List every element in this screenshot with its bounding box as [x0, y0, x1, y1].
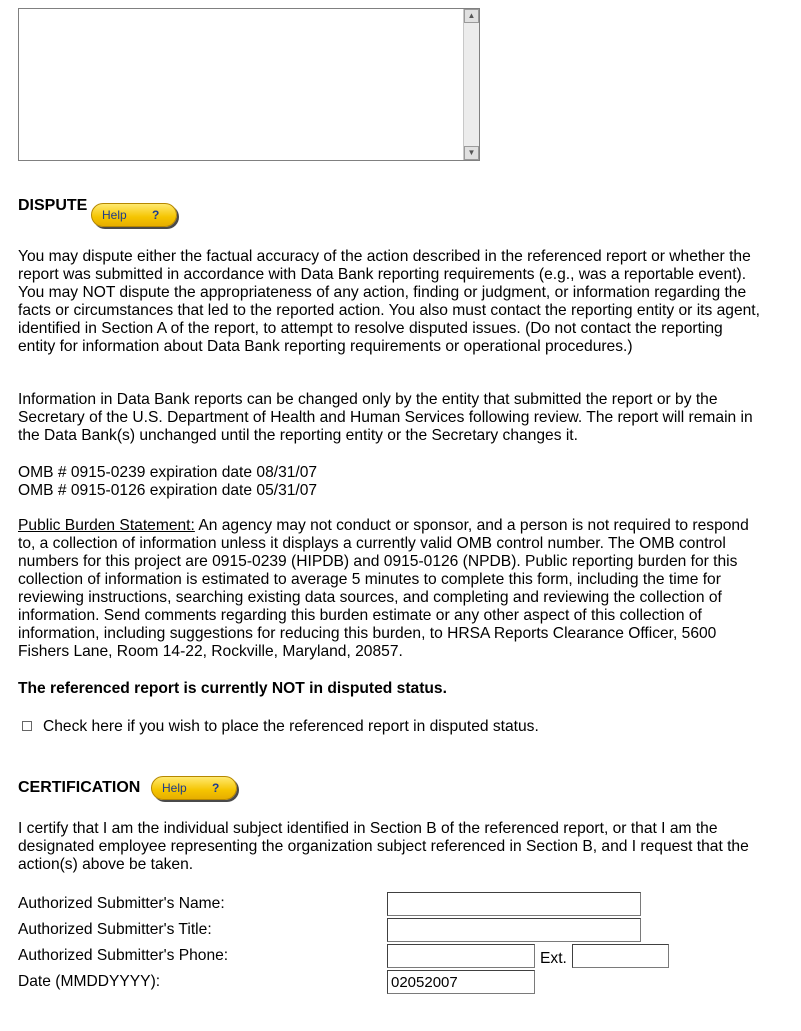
dispute-paragraph-1: You may dispute either the factual accuracy of the action described in the referenced report or whether the report was submitted in accordance with Data Bank reporting requirements (e.g., was a reportable event). You may NOT dispute the appropriateness of any action, finding or judgment, or information regarding the facts or circumstances that led to the reported action. You also must contact the reporting entity or its agent, identified in Section A of the report, to attempt to resolve disputed issues. (Do not contact the reporting entity for information about Data Bank reporting requirements or operational procedures.) [18, 248, 760, 355]
burden-statement [18, 517, 763, 661]
phone-label: Authorized Submitter's Phone: [18, 947, 229, 964]
dispute-heading: DISPUTE [18, 197, 88, 214]
scroll-up-icon[interactable]: ▲ [464, 9, 479, 23]
scroll-down-icon[interactable]: ▼ [464, 146, 479, 160]
certification-text: I certify that I am the individual subject identified in Section B of the referenced report, or that I am the designated employee representing the organization subject referenced in Section B, and I request that the action(s) above be taken. [18, 820, 749, 873]
textarea-scrollbar[interactable] [463, 9, 479, 160]
certification-heading: CERTIFICATION [18, 779, 141, 796]
dispute-checkbox-label: Check here if you wish to place the referenced report in disputed status. [43, 718, 539, 735]
certification-help-button[interactable] [151, 776, 237, 800]
burden-text: An agency may not conduct or sponsor, and a person is not required to respond to, a collection of information unless it displays a currently valid OMB control number. The OMB control numbers for this project are 0915-0239 (HIPDB) and 0915-0126 (NPDB). Public reporting burden for this collection of information is estimated to average 5 minutes to complete this form, including the time for reviewing instructions, searching existing data sources, and completing and reviewing the collection of information. Send comments regarding this burden estimate or any other aspect of this collection of information, including suggestions for reducing this burden, to HRSA Reports Clearance Officer, 5600 Fishers Lane, Room 14-22, Rockville, Maryland, 20857. [18, 517, 749, 660]
help-question-icon: ? [212, 781, 220, 795]
omb-line-2: OMB # 0915-0126 expiration date 05/31/07 [18, 482, 318, 499]
help-label: Help [102, 208, 127, 222]
date-input[interactable] [387, 970, 535, 994]
dispute-checkbox[interactable] [22, 721, 32, 731]
burden-title: Public Burden Statement: [18, 517, 195, 534]
dispute-help-button[interactable] [91, 203, 177, 227]
help-label: Help [162, 781, 187, 795]
phone-input[interactable] [387, 944, 535, 968]
name-label: Authorized Submitter's Name: [18, 895, 225, 912]
help-question-icon: ? [152, 208, 160, 222]
date-label: Date (MMDDYYYY): [18, 973, 161, 990]
dispute-status: The referenced report is currently NOT in disputed status. [18, 680, 447, 697]
title-input[interactable] [387, 918, 641, 942]
dispute-paragraph-2: Information in Data Bank reports can be changed only by the entity that submitted the report or by the Secretary of the U.S. Department of Health and Human Services following review. The report will remain in the Data Bank(s) unchanged until the reporting entity or the Secretary changes it. [18, 391, 753, 444]
comments-textarea[interactable] [18, 8, 480, 161]
ext-label: Ext. [540, 950, 567, 967]
ext-input[interactable] [572, 944, 669, 968]
title-label: Authorized Submitter's Title: [18, 921, 212, 938]
omb-line-1: OMB # 0915-0239 expiration date 08/31/07 [18, 464, 318, 481]
name-input[interactable] [387, 892, 641, 916]
